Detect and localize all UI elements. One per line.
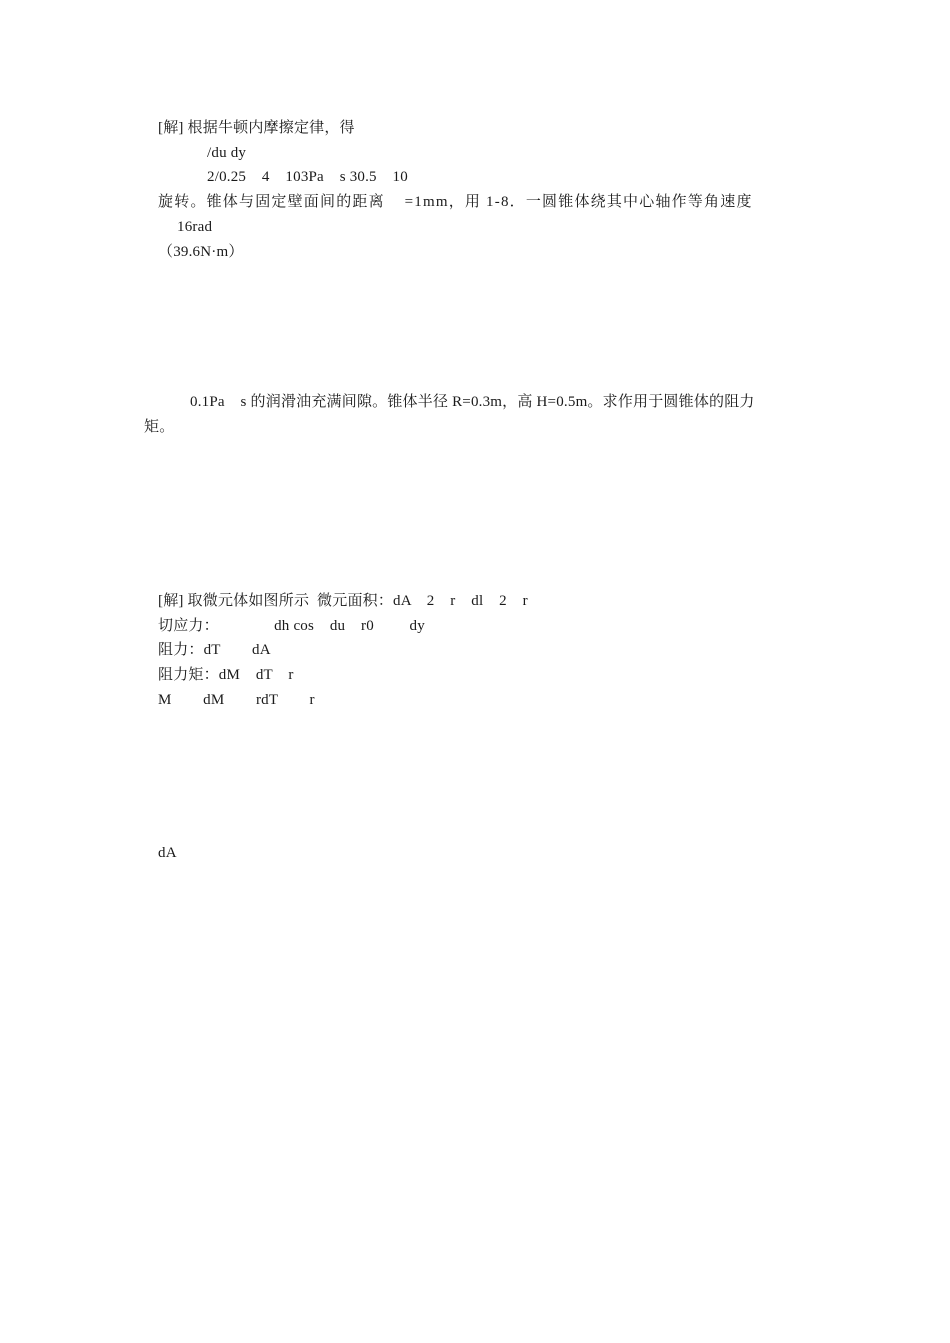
problem-answer: （39.6N·m） bbox=[158, 244, 244, 260]
problem-line-4: 矩。 bbox=[144, 419, 175, 435]
resistance-force-line: 阻力：dT dA bbox=[158, 642, 271, 658]
problem-line-2: 16rad bbox=[177, 219, 213, 235]
da-label: dA bbox=[158, 845, 177, 861]
resistance-moment-line: 阻力矩：dM dT r bbox=[158, 667, 294, 683]
shear-stress-line: 切应力： dh cos du r0 dy bbox=[158, 618, 425, 634]
total-moment-line: M dM rdT r bbox=[158, 692, 315, 708]
problem-line-1: 旋转。锥体与固定壁面间的距离 =1mm，用 1-8．一圆锥体绕其中心轴作等角速度 bbox=[158, 194, 753, 210]
solution-heading-1: [解] 根据牛顿内摩擦定律，得 bbox=[158, 120, 355, 136]
problem-line-3: 0.1Pa s 的润滑油充满间隙。锥体半径 R=0.3m，高 H=0.5m。求作用于圆锥体的阻力 bbox=[190, 394, 755, 410]
formula-du-dy: /du dy bbox=[207, 145, 247, 161]
formula-values: 2/0.25 4 103Pa s 30.5 10 bbox=[207, 169, 408, 185]
solution-heading-2: [解] 取微元体如图所示 微元面积：dA 2 r dl 2 r bbox=[158, 593, 528, 609]
